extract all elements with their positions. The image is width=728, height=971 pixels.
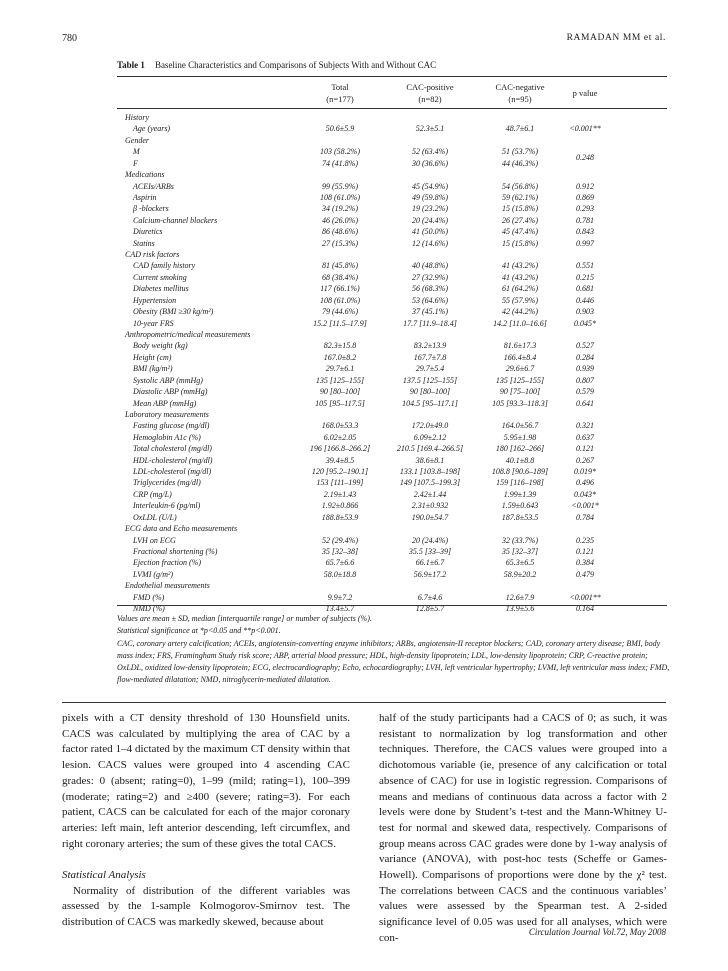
table-row <box>0 443 728 455</box>
body-paragraph: half of the study participants had a CACS of 0; as such, it was resistant to normalization by log transformation and other techniques. Therefore, the CACS values were grouped into a dichotomous variable (ie, presence of any calcification or total absence of CAC) for use in logistic regression. Comparisons of means and medians of continuous data across a factor with 2 levels were done by Student’s t-test and the Mann-Whitney U-test for normal and skewed data, respectively. Comparisons of group means across CAC grades were done by 1-way analysis of variance (ANOVA), with post-hoc tests (Scheffe or Games-Howell). Comparisons of proportions were done by the χ² test. The correlations between CACS and the continuous variables’ values were assessed by the Spearman test. A 2-sided significance level of 0.05 was used for all analyses, which were con- <box>379 712 667 944</box>
cell-p-value: 0.019* <box>574 467 596 477</box>
cell-cac-positive: 38.6±8.1 <box>415 455 445 465</box>
cell-p-value: 0.267 <box>576 455 594 465</box>
row-label: CAD risk factors <box>125 250 180 260</box>
cell-p-value: 0.784 <box>576 512 594 522</box>
cell-total: 153 [111–199] <box>316 478 364 488</box>
table-row <box>0 477 728 489</box>
cell-total: 34 (19.2%) <box>322 204 358 214</box>
cell-cac-positive: 30 (36.6%) <box>412 158 448 168</box>
table-row <box>0 272 728 284</box>
cell-cac-negative: 41 (43.2%) <box>502 272 538 282</box>
cell-cac-negative: 180 [162–266] <box>495 444 545 454</box>
body-right-column <box>379 711 667 947</box>
table-row <box>0 375 728 387</box>
cell-cac-positive: 29.7±5.4 <box>415 364 445 374</box>
cell-cac-positive: 53 (64.6%) <box>412 295 448 305</box>
cell-p-value: 0.235 <box>576 535 594 545</box>
cell-cac-negative: 42 (44.2%) <box>502 307 538 317</box>
table-row <box>0 318 728 330</box>
cell-cac-negative: 1.99±1.39 <box>503 489 537 499</box>
col-head-cac-negative-n: (n=95) <box>508 94 532 104</box>
cell-cac-positive: 12 (14.6%) <box>412 238 448 248</box>
cell-cac-negative: 29.6±6.7 <box>505 364 535 374</box>
row-label: Fasting glucose (mg/dl) <box>133 421 210 431</box>
body-paragraph: Normality of distribution of the different variables was assessed by the 1-sample Kolmogorov-Smirnov test. The distribution of CACS was markedly skewed, because about <box>62 884 350 929</box>
row-label: Total cholesterol (mg/dl) <box>133 444 212 454</box>
cell-total: 29.7±6.1 <box>325 364 355 374</box>
cell-cac-negative: 55 (57.9%) <box>502 295 538 305</box>
row-label: Age (years) <box>133 124 171 134</box>
cell-total: 86 (48.6%) <box>322 227 358 237</box>
cell-p-value: 0.479 <box>576 569 594 579</box>
cell-cac-positive: 6.7±4.6 <box>417 592 443 602</box>
cell-cac-positive: 104.5 [95–117.1] <box>402 398 458 408</box>
cell-cac-negative: 14.2 [11.0–16.6] <box>493 318 547 328</box>
cell-p-value: 0.164 <box>576 604 594 614</box>
row-label: Medications <box>125 170 165 180</box>
row-label: Diabetes mellitus <box>133 284 189 294</box>
row-label: Mean ABP (mmHg) <box>133 398 197 408</box>
cell-cac-positive: 133.1 [103.8–198] <box>399 467 461 477</box>
col-head-cac-positive-name: CAC-positive <box>406 82 454 92</box>
cell-p-value: 0.869 <box>576 192 594 202</box>
row-label: β -blockers <box>133 204 169 214</box>
cell-p-value: 0.284 <box>576 352 594 362</box>
table-row <box>0 215 728 227</box>
row-label: Interleukin-6 (pg/ml) <box>133 501 201 511</box>
row-label: LVH on ECG <box>133 535 176 545</box>
cell-p-value: 0.121 <box>576 444 594 454</box>
cell-cac-positive: 56 (68.3%) <box>412 284 448 294</box>
cell-cac-positive: 52.3±5.1 <box>415 124 445 134</box>
cell-p-value: 0.045* <box>574 318 596 328</box>
row-label: Hemoglobin A1c (%) <box>133 432 201 442</box>
table-row <box>0 466 728 478</box>
cell-cac-negative: 59 (62.1%) <box>502 192 538 202</box>
row-label: Anthropometric/medical measurements <box>125 329 251 339</box>
row-label: LDL-cholesterol (mg/dl) <box>133 467 212 477</box>
cell-total: 120 [95.2–190.1] <box>311 467 369 477</box>
table-row <box>0 169 728 181</box>
cell-p-value: 0.043* <box>574 489 596 499</box>
row-label: Endothelial measurements <box>125 581 210 591</box>
table-row <box>0 181 728 193</box>
cell-gender-p-value: 0.248 <box>576 152 594 162</box>
cell-total: 135 [125–155] <box>315 375 365 385</box>
cell-total: 108 (61.0%) <box>320 295 360 305</box>
cell-p-value: 0.384 <box>576 558 594 568</box>
cell-cac-positive: 45 (54.9%) <box>412 181 448 191</box>
cell-p-value: 0.903 <box>576 307 594 317</box>
row-label: Fractional shortening (%) <box>133 546 218 556</box>
cell-total: 74 (41.8%) <box>322 158 358 168</box>
row-label: OxLDL (U/L) <box>133 512 177 522</box>
cell-total: 35 [32–38] <box>321 546 359 556</box>
table-row <box>0 580 728 592</box>
table-row <box>0 546 728 558</box>
cell-cac-positive: 83.2±13.9 <box>413 341 447 351</box>
cell-cac-positive: 2.42±1.44 <box>413 489 447 499</box>
cell-cac-positive: 6.09±2.12 <box>413 432 447 442</box>
row-label: Laboratory measurements <box>125 409 209 419</box>
cell-total: 6.02±2.05 <box>323 432 357 442</box>
row-label: LVMI (g/m²) <box>133 569 174 579</box>
table-row <box>0 398 728 410</box>
cell-cac-negative: 166.4±8.4 <box>503 352 537 362</box>
table-row <box>0 489 728 501</box>
cell-cac-positive: 66.1±6.7 <box>415 558 445 568</box>
cell-total: 65.7±6.6 <box>325 558 355 568</box>
cell-total: 117 (66.1%) <box>320 284 360 294</box>
cell-cac-negative: 48.7±6.1 <box>505 124 535 134</box>
cell-cac-positive: 149 [107.5–199.3] <box>399 478 461 488</box>
cell-cac-positive: 20 (24.4%) <box>412 535 448 545</box>
cell-cac-negative: 58.9±20.2 <box>503 569 537 579</box>
row-label: HDL-cholesterol (mg/dl) <box>133 455 213 465</box>
cell-total: 99 (55.9%) <box>322 181 358 191</box>
row-label: CRP (mg/L) <box>133 489 172 499</box>
running-head: RAMADAN MM et al. <box>566 33 666 43</box>
cell-cac-negative: 164.0±56.7 <box>501 421 539 431</box>
row-label: ECG data and Echo measurements <box>125 524 238 534</box>
cell-cac-negative: 5.95±1.98 <box>503 432 537 442</box>
cell-cac-negative: 45 (47.4%) <box>502 227 538 237</box>
cell-cac-positive: 167.7±7.8 <box>413 352 447 362</box>
cell-cac-positive: 137.5 [125–155] <box>402 375 458 385</box>
table-row <box>0 500 728 512</box>
cell-total: 13.4±5.7 <box>325 604 355 614</box>
cell-cac-negative: 1.59±0.643 <box>501 501 539 511</box>
table-row <box>0 569 728 581</box>
row-label: History <box>125 113 149 122</box>
cell-p-value: 0.551 <box>576 261 594 271</box>
cell-p-value: 0.997 <box>576 238 594 248</box>
cell-cac-positive: 2.31±0.932 <box>411 501 449 511</box>
row-label: Systolic ABP (mmHg) <box>133 375 203 385</box>
col-head-cac-negative-name: CAC-negative <box>495 82 545 92</box>
table-title: Baseline Characteristics and Comparisons of Subjects With and Without CAC <box>154 60 437 70</box>
table-row <box>0 432 728 444</box>
table-caption <box>117 60 436 70</box>
table-row <box>0 352 728 364</box>
row-label: F <box>133 158 138 168</box>
cell-p-value: 0.939 <box>576 364 594 374</box>
cell-cac-positive: 17.7 [11.9–18.4] <box>403 318 457 328</box>
journal-footer: Circulation Journal Vol.72, May 2008 <box>528 927 666 937</box>
body-left-column <box>62 711 350 931</box>
cell-cac-negative: 81.6±17.3 <box>503 341 537 351</box>
cell-cac-negative: 54 (56.8%) <box>502 181 538 191</box>
body-paragraph: pixels with a CT density threshold of 130 Hounsfield units. CACS was calculated by multiplying the area of CAC by a factor rated 1–4 dictated by the maximum CT density within that lesion. CACS values were grouped into 4 ascending CAC grades: 0 (absent; rating=0), 1–99 (mild; rating=1), 100–399 (moderate; rating=2) and ≥400 (severe; rating=3). For each patient, CACS can be calculated for each of the major coronary arteries: left main, left anterior descending, left circumflex, and right coronary arteries; the sum of these gives the total CACS. <box>62 712 350 850</box>
cell-cac-negative: 51 (53.7%) <box>502 147 538 157</box>
table-row <box>0 340 728 352</box>
table-row <box>0 249 728 261</box>
cell-p-value: 0.496 <box>576 478 594 488</box>
row-label: Gender <box>125 135 149 145</box>
cell-cac-positive: 210.5 [169.4–266.5] <box>396 444 464 454</box>
row-label: Diastolic ABP (mmHg) <box>133 387 208 397</box>
cell-cac-positive: 35.5 [33–39] <box>408 546 452 556</box>
cell-cac-negative: 135 [125–155] <box>495 375 545 385</box>
col-head-cac-positive-n: (n=82) <box>418 94 442 104</box>
table-row <box>0 306 728 318</box>
cell-p-value: 0.781 <box>576 215 594 225</box>
table-top-rule <box>117 76 667 77</box>
col-head-p-value: p value <box>572 88 598 98</box>
cell-p-value: 0.843 <box>576 227 594 237</box>
cell-total: 50.6±5.9 <box>325 124 355 134</box>
row-label: Triglycerides (mg/dl) <box>133 478 201 488</box>
row-label: Hypertension <box>133 295 177 305</box>
cell-cac-negative: 15 (15.8%) <box>502 238 538 248</box>
table-row <box>0 295 728 307</box>
cell-p-value: 0.527 <box>576 341 594 351</box>
cell-cac-positive: 12.8±5.7 <box>415 604 445 614</box>
cell-p-value: <0.001** <box>569 592 601 602</box>
row-label: 10-year FRS <box>133 318 174 328</box>
cell-cac-negative: 90 [75–100] <box>499 387 541 397</box>
cell-p-value: 0.215 <box>576 272 594 282</box>
cell-p-value: <0.001** <box>569 124 601 134</box>
cell-cac-negative: 35 [32–37] <box>501 546 539 556</box>
cell-cac-negative: 105 [93.3–118.3] <box>492 398 548 408</box>
cell-total: 58.0±18.8 <box>323 569 357 579</box>
cell-total: 1.92±0.866 <box>321 501 359 511</box>
cell-cac-negative: 40.1±8.8 <box>505 455 535 465</box>
cell-cac-negative: 159 [116–198] <box>496 478 544 488</box>
row-label: Height (cm) <box>133 352 172 362</box>
cell-cac-negative: 44 (46.3%) <box>502 158 538 168</box>
table-row <box>0 135 728 147</box>
row-label: Diuretics <box>133 227 163 237</box>
table-row <box>0 283 728 295</box>
cell-cac-positive: 52 (63.4%) <box>412 147 448 157</box>
row-label: Aspirin <box>133 192 157 202</box>
cell-total: 9.9±7.2 <box>327 592 353 602</box>
cell-total: 108 (61.0%) <box>320 192 360 202</box>
cell-total: 90 [80–100] <box>319 387 361 397</box>
cell-total: 79 (44.6%) <box>322 307 358 317</box>
row-label: Ejection fraction (%) <box>133 558 201 568</box>
cell-cac-negative: 61 (64.2%) <box>502 284 538 294</box>
cell-cac-positive: 172.0±49.0 <box>411 421 449 431</box>
cell-cac-negative: 12.6±7.9 <box>505 592 535 602</box>
col-head-total-name: Total <box>331 82 349 92</box>
cell-cac-positive: 40 (48.8%) <box>412 261 448 271</box>
cell-total: 103 (58.2%) <box>320 147 360 157</box>
cell-cac-positive: 90 [80–100] <box>409 387 451 397</box>
table-row <box>0 112 728 124</box>
cell-total: 52 (29.4%) <box>322 535 358 545</box>
table-row <box>0 260 728 272</box>
cell-p-value: 0.641 <box>576 398 594 408</box>
table-row <box>0 203 728 215</box>
cell-cac-negative: 13.9±5.6 <box>505 604 535 614</box>
table-row <box>0 409 728 421</box>
row-label: ACEIs/ARBs <box>133 181 174 191</box>
row-label: CAD family history <box>133 261 196 271</box>
section-heading: Statistical Analysis <box>62 869 146 882</box>
notes-bottom-rule <box>62 702 666 703</box>
row-label: Calcium-channel blockers <box>133 215 218 225</box>
cell-total: 81 (45.8%) <box>322 261 358 271</box>
cell-p-value: 0.807 <box>576 375 594 385</box>
cell-total: 196 [166.8–266.2] <box>309 444 371 454</box>
table-note: CAC, coronary artery calcification; ACEIs, angiotensin-converting enzyme inhibitors; ARBs, angiotensin-II receptor blockers; CAD, coronary artery disease; BMI, body mass index; FRS, Framingham Study risk score; ABP, arterial blood pressure; HDL, high-density lipoprotein; LDL, low-density lipoprotein; CRP, C-reactive protein; OxLDL, oxidized low-density lipoprotein; ECG, electrocardiography; Echo, echocardiography; LVH, left ventricular hypertrophy; LVMI, left ventricular mass index; FMD, flow-mediated dilatation; NMD, nitroglycerin-mediated dilatation. <box>117 638 670 685</box>
row-label: Obesity (BMI ≥30 kg/m²) <box>133 307 214 317</box>
row-label: FMD (%) <box>133 592 165 602</box>
table-row <box>0 592 728 604</box>
table-row <box>0 557 728 569</box>
cell-total: 167.0±8.2 <box>323 352 357 362</box>
row-label: NMD (%) <box>133 604 165 614</box>
cell-cac-positive: 37 (45.1%) <box>412 307 448 317</box>
table-row <box>0 238 728 250</box>
cell-total: 15.2 [11.5–17.9] <box>313 318 367 328</box>
cell-total: 105 [95–117.5] <box>315 398 365 408</box>
gender-p-row <box>0 152 728 164</box>
cell-cac-positive: 49 (59.8%) <box>412 192 448 202</box>
cell-cac-negative: 26 (27.4%) <box>502 215 538 225</box>
cell-total: 168.0±53.3 <box>321 421 359 431</box>
row-label: Statins <box>133 238 155 248</box>
table-label: Table 1 <box>117 60 145 70</box>
table-row <box>0 386 728 398</box>
table-row <box>0 455 728 467</box>
table-note: Statistical significance at *p<0.05 and **p<0.001. <box>117 626 281 636</box>
table-row <box>0 363 728 375</box>
cell-cac-negative: 15 (15.8%) <box>502 204 538 214</box>
cell-cac-positive: 41 (50.0%) <box>412 227 448 237</box>
table-row <box>0 123 728 135</box>
cell-total: 188.8±53.9 <box>321 512 359 522</box>
cell-cac-negative: 41 (43.2%) <box>502 261 538 271</box>
row-label: Body weight (kg) <box>133 341 188 351</box>
cell-p-value: 0.579 <box>576 387 594 397</box>
cell-cac-positive: 20 (24.4%) <box>412 215 448 225</box>
cell-cac-positive: 27 (32.9%) <box>412 272 448 282</box>
cell-p-value: 0.446 <box>576 295 594 305</box>
cell-cac-positive: 19 (23.2%) <box>412 204 448 214</box>
cell-p-value: 0.293 <box>576 204 594 214</box>
cell-cac-positive: 56.9±17.2 <box>413 569 447 579</box>
row-label: BMI (kg/m²) <box>133 364 173 374</box>
row-label: M <box>133 147 140 157</box>
cell-p-value: 0.121 <box>576 546 594 556</box>
cell-cac-positive: 190.0±54.7 <box>411 512 449 522</box>
cell-cac-negative: 187.8±53.5 <box>501 512 539 522</box>
cell-total: 68 (38.4%) <box>322 272 358 282</box>
cell-p-value: 0.912 <box>576 181 594 191</box>
cell-total: 82.3±15.8 <box>323 341 357 351</box>
cell-p-value: <0.001* <box>571 501 599 511</box>
table-note: Values are mean ± SD, median [interquartile range] or number of subjects (%). <box>117 614 372 623</box>
table-row <box>0 226 728 238</box>
cell-cac-negative: 65.3±6.5 <box>505 558 535 568</box>
table-row <box>0 420 728 432</box>
table-header-rule <box>117 108 667 109</box>
table-bottom-rule <box>117 605 667 606</box>
cell-p-value: 0.321 <box>576 421 594 431</box>
cell-cac-negative: 32 (33.7%) <box>502 535 538 545</box>
table-row <box>0 192 728 204</box>
cell-total: 39.4±8.5 <box>325 455 355 465</box>
cell-p-value: 0.637 <box>576 432 594 442</box>
table-row <box>0 523 728 535</box>
cell-cac-negative: 108.8 [90.6–189] <box>491 467 549 477</box>
table-row <box>0 329 728 341</box>
cell-total: 2.19±1.43 <box>323 489 357 499</box>
cell-p-value: 0.681 <box>576 284 594 294</box>
table-row <box>0 512 728 524</box>
table-notes <box>117 613 672 687</box>
page-number: 780 <box>62 33 77 44</box>
cell-total: 46 (26.0%) <box>322 215 358 225</box>
row-label: Current smoking <box>133 272 187 282</box>
table-row <box>0 535 728 547</box>
cell-total: 27 (15.3%) <box>322 238 358 248</box>
col-head-total-n: (n=177) <box>326 94 354 104</box>
